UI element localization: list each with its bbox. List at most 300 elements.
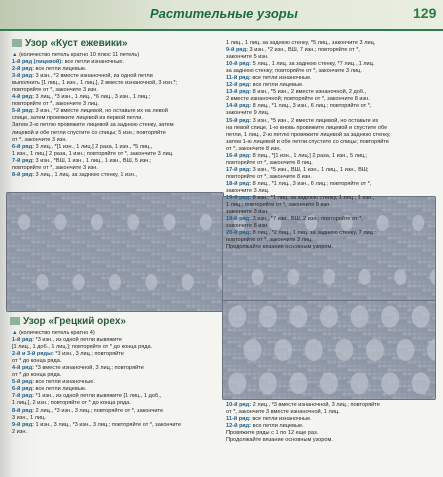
knit-stitch	[322, 353, 326, 356]
knit-stitch	[126, 285, 130, 288]
knit-stitch	[357, 357, 361, 360]
knit-stitch	[337, 333, 341, 336]
knit-stitch	[81, 289, 85, 292]
knit-stitch	[407, 257, 411, 260]
knit-stitch	[297, 285, 301, 288]
knit-stitch	[91, 205, 95, 208]
knit-stitch	[41, 301, 45, 304]
knit-stitch	[407, 289, 411, 292]
knit-stitch	[237, 257, 241, 260]
knit-stitch	[106, 209, 110, 212]
knit-stitch	[232, 269, 236, 272]
knit-stitch	[31, 229, 35, 232]
knit-stitch	[46, 253, 50, 256]
knit-stitch	[216, 301, 220, 304]
knit-swatch-image	[222, 300, 436, 400]
knit-stitch	[402, 285, 406, 288]
knit-stitch	[206, 285, 210, 288]
knit-stitch	[66, 285, 70, 288]
knit-stitch	[387, 293, 391, 296]
knit-stitch	[407, 305, 411, 308]
knit-stitch	[181, 261, 185, 264]
knit-stitch	[427, 369, 431, 372]
knit-stitch	[247, 325, 251, 328]
knit-stitch	[36, 249, 40, 252]
knit-stitch	[91, 281, 95, 284]
knit-stitch	[216, 265, 220, 268]
knit-stitch	[242, 329, 246, 332]
knit-stitch	[287, 361, 291, 364]
knit-stitch	[86, 197, 90, 200]
knit-stitch	[282, 373, 286, 376]
instruction-line	[226, 40, 438, 47]
knit-stitch	[56, 257, 60, 260]
knit-stitch	[141, 245, 145, 248]
knit-stitch	[191, 257, 195, 260]
knit-stitch	[297, 353, 301, 356]
knit-stitch	[181, 217, 185, 220]
knit-stitch	[101, 229, 105, 232]
knit-stitch	[116, 201, 120, 204]
knit-stitch	[272, 265, 276, 268]
knit-stitch	[56, 305, 60, 308]
knit-stitch	[181, 209, 185, 212]
knit-stitch	[232, 349, 236, 352]
row-text: от *, закончите 8 изн.	[226, 145, 281, 152]
knit-stitch	[161, 261, 165, 264]
knit-stitch	[227, 269, 231, 272]
knit-stitch	[227, 289, 231, 292]
knit-stitch	[272, 369, 276, 372]
page-title: Растительные узоры	[150, 6, 298, 21]
knit-stitch	[131, 265, 135, 268]
knit-stitch	[96, 233, 100, 236]
knit-motif	[259, 372, 277, 394]
knit-stitch	[111, 297, 115, 300]
knit-stitch	[161, 245, 165, 248]
knit-stitch	[76, 205, 80, 208]
row-text: повторяйте от *, закончите 8 лиц.	[226, 159, 313, 166]
knit-stitch	[111, 269, 115, 272]
knit-stitch	[287, 325, 291, 328]
knit-stitch	[277, 293, 281, 296]
knit-motif	[305, 339, 323, 361]
knit-stitch	[387, 345, 391, 348]
row-text: 3 лиц., *3 изн., 1 лиц., *6 лиц., 3 изн., 1 лиц.;	[34, 94, 151, 101]
knit-stitch	[171, 245, 175, 248]
knit-stitch	[211, 217, 215, 220]
knit-stitch	[141, 257, 145, 260]
knit-stitch	[106, 249, 110, 252]
row-text: все петли изнаночные.	[250, 75, 312, 82]
knit-stitch	[211, 249, 215, 252]
knit-stitch	[46, 289, 50, 292]
knit-stitch	[206, 209, 210, 212]
knit-stitch	[392, 289, 396, 292]
knit-stitch	[392, 329, 396, 332]
knit-stitch	[81, 293, 85, 296]
knit-stitch	[201, 233, 205, 236]
knit-stitch	[11, 285, 15, 288]
knit-stitch	[201, 265, 205, 268]
knit-stitch	[342, 265, 346, 268]
knit-stitch	[317, 273, 321, 276]
pattern1-instructions	[12, 52, 217, 179]
knit-stitch	[307, 265, 311, 268]
row-text: 2 вместе изнаночной; повторяйте от *, закончите 8 изн.	[226, 96, 370, 103]
knit-stitch	[317, 333, 321, 336]
knit-stitch	[417, 349, 421, 352]
knit-stitch	[402, 305, 406, 308]
knit-stitch	[151, 253, 155, 256]
knit-stitch	[312, 333, 316, 336]
knit-stitch	[51, 213, 55, 216]
knit-stitch	[307, 277, 311, 280]
knit-motif	[55, 214, 67, 230]
knit-stitch	[181, 297, 185, 300]
knit-stitch	[166, 297, 170, 300]
knit-stitch	[111, 253, 115, 256]
knit-stitch	[156, 269, 160, 272]
knit-stitch	[357, 265, 361, 268]
knit-stitch	[422, 361, 426, 364]
knit-stitch	[327, 365, 331, 368]
knit-stitch	[121, 297, 125, 300]
knit-stitch	[211, 289, 215, 292]
knit-stitch	[126, 281, 130, 284]
knit-stitch	[392, 349, 396, 352]
triangle-icon: ▲	[12, 52, 20, 58]
knit-motif	[396, 339, 414, 361]
knit-stitch	[186, 269, 190, 272]
knit-stitch	[206, 297, 210, 300]
knit-stitch	[247, 373, 251, 376]
knit-stitch	[176, 201, 180, 204]
knit-stitch	[317, 269, 321, 272]
knit-stitch	[171, 305, 175, 308]
knit-stitch	[76, 233, 80, 236]
knit-stitch	[166, 197, 170, 200]
knit-stitch	[106, 265, 110, 268]
knit-stitch	[101, 237, 105, 240]
knit-stitch	[247, 369, 251, 372]
knit-stitch	[292, 353, 296, 356]
knit-stitch	[232, 273, 236, 276]
knit-stitch	[136, 201, 140, 204]
knit-stitch	[21, 265, 25, 268]
knit-stitch	[382, 337, 386, 340]
row-text: *1 изн., из одной петли вывяжите [1 лиц., 1 доб.,	[34, 393, 162, 400]
row-label: 7-й ряд:	[12, 157, 34, 164]
knit-stitch	[51, 237, 55, 240]
knit-stitch	[312, 373, 316, 376]
row-text: 1 изн., 3 лиц., *3 изн., 3 лиц.; повторяйте от *, закончите	[34, 421, 182, 428]
knit-stitch	[237, 261, 241, 264]
knit-stitch	[357, 365, 361, 368]
knit-stitch	[372, 377, 376, 380]
knit-stitch	[382, 273, 386, 276]
knit-stitch	[327, 341, 331, 344]
knit-stitch	[417, 365, 421, 368]
knit-stitch	[56, 237, 60, 240]
knit-stitch	[201, 205, 205, 208]
knit-stitch	[86, 285, 90, 288]
knit-stitch	[422, 349, 426, 352]
knit-stitch	[176, 265, 180, 268]
knit-stitch	[412, 261, 416, 264]
knit-stitch	[101, 265, 105, 268]
knit-stitch	[76, 305, 80, 308]
knit-stitch	[171, 273, 175, 276]
knit-stitch	[101, 197, 105, 200]
instruction-line	[226, 89, 438, 96]
knit-stitch	[31, 261, 35, 264]
knit-stitch	[317, 277, 321, 280]
knit-stitch	[211, 253, 215, 256]
knit-stitch	[196, 209, 200, 212]
knit-stitch	[427, 325, 431, 328]
knit-stitch	[91, 297, 95, 300]
knit-stitch	[106, 293, 110, 296]
knit-stitch	[101, 289, 105, 292]
knit-stitch	[237, 281, 241, 284]
knit-stitch	[317, 337, 321, 340]
instruction-line	[226, 139, 438, 146]
knit-stitch	[402, 365, 406, 368]
knit-stitch	[402, 325, 406, 328]
knit-stitch	[327, 333, 331, 336]
knit-stitch	[111, 221, 115, 224]
knit-stitch	[126, 277, 130, 280]
knit-stitch	[337, 277, 341, 280]
knit-stitch	[41, 213, 45, 216]
knit-stitch	[206, 233, 210, 236]
knit-stitch	[377, 281, 381, 284]
knit-stitch	[382, 365, 386, 368]
knit-stitch	[111, 209, 115, 212]
knit-stitch	[402, 317, 406, 320]
knit-stitch	[111, 197, 115, 200]
knit-stitch	[156, 201, 160, 204]
knit-stitch	[342, 325, 346, 328]
knit-stitch	[327, 337, 331, 340]
knit-stitch	[347, 289, 351, 292]
knit-stitch	[196, 281, 200, 284]
knit-motif	[412, 372, 430, 394]
knit-stitch	[146, 305, 150, 308]
knit-stitch	[26, 273, 30, 276]
knit-stitch	[41, 249, 45, 252]
knit-stitch	[216, 205, 220, 208]
knit-stitch	[91, 273, 95, 276]
knit-stitch	[121, 209, 125, 212]
knit-stitch	[407, 317, 411, 320]
knit-stitch	[21, 277, 25, 280]
knit-stitch	[252, 265, 256, 268]
knit-stitch	[392, 257, 396, 260]
knit-motif	[287, 269, 299, 285]
row-text: закончите 9 лиц.	[226, 110, 270, 117]
knit-stitch	[402, 321, 406, 324]
knit-stitch	[171, 281, 175, 284]
knit-stitch	[382, 341, 386, 344]
knit-stitch	[61, 257, 65, 260]
knit-stitch	[282, 285, 286, 288]
knit-stitch	[156, 221, 160, 224]
knit-stitch	[387, 269, 391, 272]
knit-stitch	[322, 329, 326, 332]
knit-stitch	[31, 289, 35, 292]
knit-stitch	[397, 305, 401, 308]
knit-stitch	[26, 197, 30, 200]
knit-stitch	[146, 301, 150, 304]
instruction-line	[12, 151, 217, 158]
knit-stitch	[61, 301, 65, 304]
knit-stitch	[252, 293, 256, 296]
knit-stitch	[327, 349, 331, 352]
knit-stitch	[332, 365, 336, 368]
knit-stitch	[36, 265, 40, 268]
knit-stitch	[287, 257, 291, 260]
knit-stitch	[312, 265, 316, 268]
knit-stitch	[427, 285, 431, 288]
knit-stitch	[422, 269, 426, 272]
knit-stitch	[302, 277, 306, 280]
knit-stitch	[101, 205, 105, 208]
knit-stitch	[227, 373, 231, 376]
knit-stitch	[227, 293, 231, 296]
knit-stitch	[146, 209, 150, 212]
knit-stitch	[111, 241, 115, 244]
knit-stitch	[427, 329, 431, 332]
knit-stitch	[31, 293, 35, 296]
knit-stitch	[176, 233, 180, 236]
knit-stitch	[377, 321, 381, 324]
knit-stitch	[36, 233, 40, 236]
knit-stitch	[191, 229, 195, 232]
knit-stitch	[191, 273, 195, 276]
knit-stitch	[96, 205, 100, 208]
knit-stitch	[51, 249, 55, 252]
knit-stitch	[186, 301, 190, 304]
knit-stitch	[297, 365, 301, 368]
knit-stitch	[307, 393, 311, 396]
knit-stitch	[247, 365, 251, 368]
knit-stitch	[126, 205, 130, 208]
knit-stitch	[357, 329, 361, 332]
knit-stitch	[146, 245, 150, 248]
knit-stitch	[347, 365, 351, 368]
knit-stitch	[16, 269, 20, 272]
knit-stitch	[272, 293, 276, 296]
knit-stitch	[126, 197, 130, 200]
knit-stitch	[86, 253, 90, 256]
knit-stitch	[106, 237, 110, 240]
knit-stitch	[317, 285, 321, 288]
knit-stitch	[297, 357, 301, 360]
knit-stitch	[216, 197, 220, 200]
knit-stitch	[186, 261, 190, 264]
knit-stitch	[322, 265, 326, 268]
row-label: 18-й ряд:	[226, 180, 252, 187]
knit-stitch	[21, 301, 25, 304]
knit-stitch	[362, 369, 366, 372]
instruction-line	[12, 400, 217, 407]
knit-stitch	[272, 281, 276, 284]
row-text: от *, закончите 3 вместе изнаночной, 1 лиц.	[226, 409, 340, 416]
knit-stitch	[36, 261, 40, 264]
knit-stitch	[362, 353, 366, 356]
knit-stitch	[106, 273, 110, 276]
knit-stitch	[141, 289, 145, 292]
knit-stitch	[106, 269, 110, 272]
row-label: 1-й ряд:	[12, 337, 34, 344]
knit-stitch	[247, 329, 251, 332]
knit-stitch	[46, 249, 50, 252]
knit-stitch	[91, 253, 95, 256]
knit-stitch	[407, 337, 411, 340]
knit-stitch	[16, 241, 20, 244]
knit-stitch	[196, 213, 200, 216]
knit-stitch	[146, 217, 150, 220]
instruction-line	[12, 144, 217, 151]
knit-stitch	[191, 213, 195, 216]
knit-stitch	[171, 249, 175, 252]
knit-stitch	[427, 257, 431, 260]
knit-stitch	[181, 301, 185, 304]
knit-stitch	[96, 281, 100, 284]
knit-stitch	[216, 213, 220, 216]
knit-stitch	[81, 261, 85, 264]
knit-stitch	[166, 305, 170, 308]
knit-stitch	[131, 305, 135, 308]
row-text: 1 лиц.; повторяйте от *, закончите 8 изн.	[226, 202, 331, 209]
knit-stitch	[397, 333, 401, 336]
knit-stitch	[16, 245, 20, 248]
knit-stitch	[36, 245, 40, 248]
knit-stitch	[36, 241, 40, 244]
knit-stitch	[262, 285, 266, 288]
knit-stitch	[91, 269, 95, 272]
knit-stitch	[242, 285, 246, 288]
row-text: Затем 2-ю петлю провяжите лицевой за заднюю стенку, затем	[12, 122, 174, 129]
knit-stitch	[96, 265, 100, 268]
knit-stitch	[71, 245, 75, 248]
knit-stitch	[166, 281, 170, 284]
knit-stitch	[81, 237, 85, 240]
knit-stitch	[91, 209, 95, 212]
knit-stitch	[277, 285, 281, 288]
knit-stitch	[66, 265, 70, 268]
knit-stitch	[216, 257, 220, 260]
knit-stitch	[216, 237, 220, 240]
knit-stitch	[56, 269, 60, 272]
pattern2-instructions	[12, 330, 217, 436]
knit-stitch	[186, 229, 190, 232]
knit-stitch	[176, 225, 180, 228]
knit-stitch	[367, 289, 371, 292]
knit-stitch	[41, 253, 45, 256]
knit-motif	[335, 339, 353, 361]
knit-stitch	[387, 273, 391, 276]
knit-stitch	[126, 261, 130, 264]
knit-stitch	[282, 273, 286, 276]
knit-stitch	[196, 225, 200, 228]
knit-stitch	[312, 269, 316, 272]
knit-stitch	[237, 341, 241, 344]
knit-stitch	[156, 197, 160, 200]
knit-stitch	[372, 381, 376, 384]
